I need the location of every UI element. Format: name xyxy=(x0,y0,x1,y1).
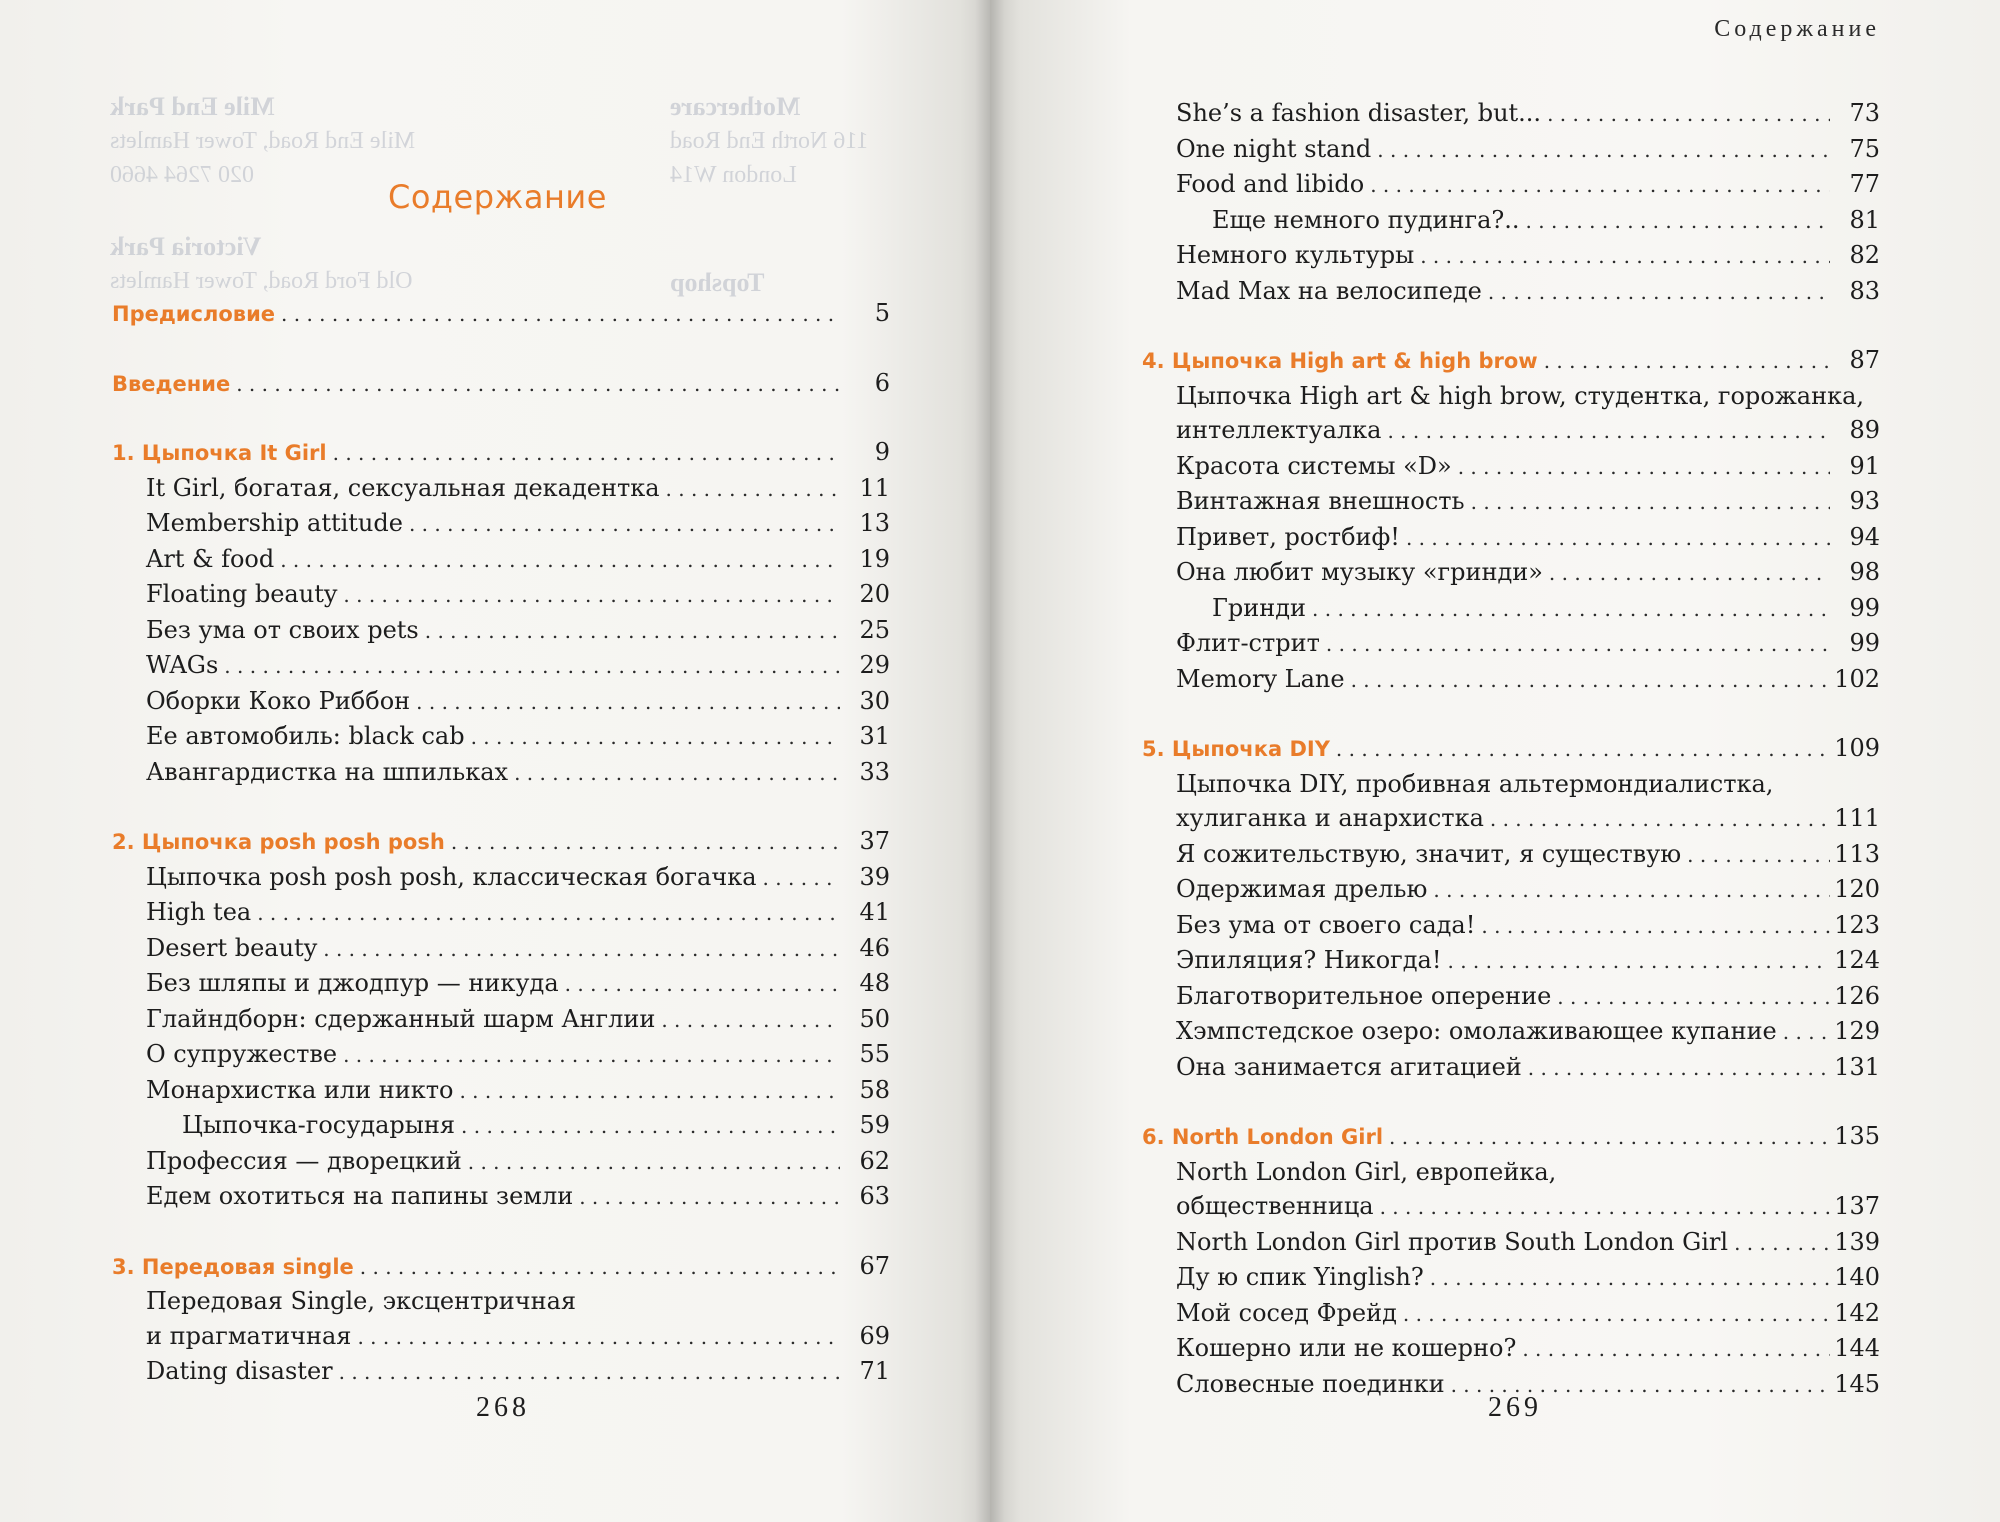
toc-entry-title: Membership attitude xyxy=(146,509,403,537)
toc-entry-page: 67 xyxy=(859,1251,890,1280)
toc-entry xyxy=(110,648,890,684)
toc-leader-dots xyxy=(281,297,840,332)
toc-entry xyxy=(110,1284,890,1319)
toc-leader-dots xyxy=(409,507,840,542)
toc-entry-page: 129 xyxy=(1834,1017,1880,1045)
toc-entry xyxy=(1140,413,1880,449)
toc-entry xyxy=(1140,203,1880,239)
toc-entry-page: 13 xyxy=(859,509,890,537)
ghost-text: Old Ford Road, Tower Hamlets xyxy=(110,268,413,294)
toc-gap xyxy=(1140,1085,1880,1119)
toc-entry-title: Едем охотиться на папины земли xyxy=(146,1182,574,1210)
toc-entry xyxy=(1140,1225,1880,1261)
toc-leader-dots xyxy=(1547,97,1830,132)
toc-leader-dots xyxy=(1326,627,1830,662)
toc-entry-page: 30 xyxy=(859,686,890,715)
toc-entry-title: Предисловие xyxy=(112,302,276,326)
toc-entry xyxy=(1140,626,1880,662)
toc-leader-dots xyxy=(666,472,840,507)
toc-entry-title: It Girl, богатая, сексуальная декадентка xyxy=(146,473,660,502)
toc-entry-title: 6. North London Girl xyxy=(1142,1125,1384,1149)
toc-leader-dots xyxy=(1430,1261,1830,1296)
toc-leader-dots xyxy=(425,614,840,649)
toc-chapter-entry xyxy=(1140,731,1880,767)
toc-entry-title: Без ума от своего сада! xyxy=(1176,910,1476,939)
toc-entry xyxy=(1140,555,1880,591)
toc-leader-dots xyxy=(1783,1015,1830,1050)
toc-entry xyxy=(1140,96,1880,132)
toc-entry-title: и прагматичная xyxy=(146,1321,352,1350)
toc-entry-title: Словесные поединки xyxy=(1176,1369,1445,1398)
toc-entry-title: Art & food xyxy=(146,544,275,573)
toc-entry xyxy=(1140,132,1880,168)
toc-entry-page: 144 xyxy=(1834,1334,1880,1362)
toc-entry-page: 98 xyxy=(1849,558,1880,586)
toc-entry xyxy=(110,613,890,649)
toc-entry-page: 91 xyxy=(1849,451,1880,480)
toc-entry xyxy=(110,1319,890,1355)
toc-entry xyxy=(1140,238,1880,274)
toc-leader-dots xyxy=(416,685,840,720)
toc-entry xyxy=(1140,837,1880,873)
toc-leader-dots xyxy=(579,1180,840,1215)
toc-entry-title: Авангардистка на шпильках xyxy=(146,757,509,786)
toc-leader-dots xyxy=(1687,838,1830,873)
toc-entry-page: 11 xyxy=(859,473,890,502)
toc-entry xyxy=(1140,872,1880,908)
ghost-text: Topshop xyxy=(670,268,765,297)
toc-entry-page: 99 xyxy=(1849,593,1880,622)
toc-entry-page: 75 xyxy=(1849,134,1880,163)
toc-entry-title: She’s a fashion disaster, but... xyxy=(1176,99,1542,127)
toc-entry-page: 87 xyxy=(1849,346,1880,374)
toc-entry xyxy=(110,1108,890,1144)
toc-leader-dots xyxy=(1734,1226,1830,1261)
toc-entry xyxy=(110,506,890,542)
toc-entry-title: интеллектуалка xyxy=(1176,416,1382,444)
toc-entry-page: 83 xyxy=(1849,276,1880,305)
toc-entry-page: 9 xyxy=(874,438,890,466)
toc-entry-title: Эпиляция? Никогда! xyxy=(1176,946,1442,974)
page-number-right: 269 xyxy=(1488,1392,1542,1423)
toc-entry-page: 71 xyxy=(859,1357,890,1385)
toc-entry-title: Цыпочка High art & high brow, студентка, горожанка, xyxy=(1176,381,1865,410)
page-number-left: 268 xyxy=(476,1392,530,1423)
toc-entry-page: 81 xyxy=(1849,205,1880,234)
toc-entry-page: 6 xyxy=(874,368,890,397)
toc-leader-dots xyxy=(1557,980,1830,1015)
toc-entry-page: 131 xyxy=(1834,1052,1880,1081)
toc-entry xyxy=(1140,1189,1880,1225)
toc-entry xyxy=(110,719,890,755)
toc-entry xyxy=(1140,1296,1880,1332)
toc-entry-page: 5 xyxy=(874,299,890,327)
toc-entry xyxy=(110,1354,890,1390)
toc-entry-page: 29 xyxy=(859,651,890,679)
toc-entry-page: 89 xyxy=(1849,416,1880,444)
toc-entry xyxy=(1140,1331,1880,1367)
toc-entry-title: Глайндборн: сдержанный шарм Англии xyxy=(146,1004,656,1033)
toc-entry-page: 31 xyxy=(859,722,890,750)
toc-chapter-entry xyxy=(110,366,890,402)
toc-entry-title: Ее автомобиль: black cab xyxy=(146,722,465,750)
toc-entry xyxy=(110,860,890,896)
toc-entry xyxy=(1140,1050,1880,1086)
toc-entry xyxy=(1140,943,1880,979)
toc-leader-dots xyxy=(1488,275,1830,310)
ghost-text: 116 North End Road xyxy=(670,128,869,154)
toc-entry-page: 62 xyxy=(859,1146,890,1175)
toc-entry xyxy=(110,471,890,507)
toc-leader-dots xyxy=(360,1250,840,1285)
toc-entry-title: Кошерно или не кошерно? xyxy=(1176,1334,1517,1362)
toc-entry xyxy=(110,755,890,791)
toc-chapter-entry xyxy=(110,296,890,332)
toc-entry-page: 99 xyxy=(1849,629,1880,657)
toc-entry-title: Без ума от своих pets xyxy=(146,615,419,644)
toc-entry-page: 63 xyxy=(859,1182,890,1210)
toc-entry-title: Desert beauty xyxy=(146,933,318,962)
toc-entry-title: North London Girl против South London Girl xyxy=(1176,1227,1729,1256)
toc-leader-dots xyxy=(514,756,840,791)
toc-gap xyxy=(110,1215,890,1249)
toc-entry-title: Цыпочка-государыня xyxy=(182,1111,456,1139)
toc-entry-page: 139 xyxy=(1834,1227,1880,1256)
toc-gap xyxy=(1140,309,1880,343)
ghost-text: 020 7264 4660 xyxy=(110,162,254,188)
toc-entry-title: Благотворительное оперение xyxy=(1176,981,1552,1010)
toc-leader-dots xyxy=(1380,1190,1830,1225)
toc-entry-title: Оборки Коко Риббон xyxy=(146,686,411,715)
toc-list-right xyxy=(1140,96,1880,1402)
toc-entry-page: 135 xyxy=(1834,1122,1880,1150)
toc-entry-page: 82 xyxy=(1849,241,1880,269)
toc-gap xyxy=(110,790,890,824)
ghost-text: Mothercare xyxy=(670,92,801,121)
toc-entry-page: 59 xyxy=(859,1111,890,1139)
toc-entry-page: 55 xyxy=(859,1040,890,1068)
toc-entry-title: 1. Цыпочка It Girl xyxy=(112,441,327,465)
toc-entry-title: Без шляпы и джодпур — никуда xyxy=(146,969,559,997)
toc-entry-title: One night stand xyxy=(1176,134,1372,163)
toc-chapter-entry xyxy=(110,435,890,471)
toc-leader-dots xyxy=(1458,450,1830,485)
running-head: Содержание xyxy=(1714,16,1880,42)
toc-gap xyxy=(110,332,890,366)
toc-entry xyxy=(110,1144,890,1180)
toc-entry-title: Флит-стрит xyxy=(1176,629,1320,657)
toc-entry-title: 4. Цыпочка High art & high brow xyxy=(1142,349,1538,373)
toc-entry-title: Она занимается агитацией xyxy=(1176,1052,1522,1081)
toc-entry-title: Цыпочка DIY, пробивная альтермондиалистка, xyxy=(1176,769,1774,798)
toc-leader-dots xyxy=(1420,239,1830,274)
ghost-text: Mile End Park xyxy=(110,92,275,121)
toc-entry-page: 120 xyxy=(1834,875,1880,903)
toc-entry xyxy=(110,684,890,720)
toc-entry-title: Мой сосед Фрейд xyxy=(1176,1298,1397,1327)
toc-entry-title: WAGs xyxy=(146,651,219,679)
toc-entry-title: Food and libido xyxy=(1176,170,1365,198)
toc-entry-page: 142 xyxy=(1834,1298,1880,1327)
toc-entry xyxy=(110,1073,890,1109)
toc-entry xyxy=(110,966,890,1002)
toc-entry-page: 73 xyxy=(1849,99,1880,127)
toc-leader-dots xyxy=(339,1355,840,1390)
toc-leader-dots xyxy=(451,825,840,860)
toc-gap xyxy=(110,401,890,435)
toc-chapter-entry xyxy=(110,1249,890,1285)
toc-leader-dots xyxy=(1528,1051,1830,1086)
toc-entry xyxy=(110,577,890,613)
toc-entry xyxy=(1140,591,1880,627)
toc-entry-title: Передовая Single, эксцентричная xyxy=(146,1287,577,1315)
toc-entry xyxy=(1140,167,1880,203)
toc-entry xyxy=(110,1002,890,1038)
toc-entry xyxy=(110,931,890,967)
toc-leader-dots xyxy=(1370,168,1830,203)
toc-chapter-entry xyxy=(110,824,890,860)
toc-entry xyxy=(110,1037,890,1073)
toc-leader-dots xyxy=(1403,1297,1830,1332)
toc-entry-page: 69 xyxy=(859,1321,890,1350)
toc-entry-title: High tea xyxy=(146,898,252,926)
toc-entry-page: 126 xyxy=(1834,981,1880,1010)
toc-leader-dots xyxy=(280,543,840,578)
toc-leader-dots xyxy=(224,649,840,684)
toc-chapter-entry xyxy=(1140,343,1880,379)
toc-entry xyxy=(110,1179,890,1215)
toc-gap xyxy=(1140,697,1880,731)
toc-entry-page: 33 xyxy=(859,757,890,786)
toc-entry-page: 77 xyxy=(1849,170,1880,198)
toc-leader-dots xyxy=(1549,556,1830,591)
toc-entry xyxy=(1140,767,1880,802)
toc-leader-dots xyxy=(333,436,840,471)
toc-leader-dots xyxy=(1490,802,1830,837)
toc-leader-dots xyxy=(257,896,840,931)
toc-leader-dots xyxy=(236,367,840,402)
toc-entry-page: 93 xyxy=(1849,487,1880,515)
toc-leader-dots xyxy=(1312,592,1830,627)
toc-entry xyxy=(1140,908,1880,944)
toc-entry-title: Введение xyxy=(112,371,231,396)
toc-entry-title: общественница xyxy=(1176,1192,1374,1220)
toc-leader-dots xyxy=(1544,344,1830,379)
toc-leader-dots xyxy=(565,967,840,1002)
toc-title: Содержание xyxy=(388,178,607,216)
toc-entry-page: 39 xyxy=(859,862,890,891)
toc-entry-page: 124 xyxy=(1834,946,1880,974)
toc-entry-page: 137 xyxy=(1834,1192,1880,1220)
toc-entry-title: Mad Max на велосипеде xyxy=(1176,276,1482,305)
toc-entry xyxy=(110,895,890,931)
toc-leader-dots xyxy=(661,1003,840,1038)
toc-list-left xyxy=(110,296,890,1390)
toc-entry-page: 19 xyxy=(859,544,890,573)
ghost-text: Victoria Park xyxy=(110,232,262,261)
toc-entry xyxy=(1140,449,1880,485)
toc-entry-title: Memory Lane xyxy=(1176,664,1345,693)
toc-entry-title: Красота системы «D» xyxy=(1176,451,1452,480)
toc-entry-title: О супружестве xyxy=(146,1040,338,1068)
toc-entry-title: хулиганка и анархистка xyxy=(1176,804,1484,832)
toc-entry-title: Хэмпстедское озеро: омолаживающее купание xyxy=(1176,1017,1777,1045)
toc-entry-page: 46 xyxy=(859,933,890,962)
toc-entry-page: 109 xyxy=(1834,734,1880,762)
toc-leader-dots xyxy=(343,578,840,613)
toc-entry-page: 102 xyxy=(1834,664,1880,693)
toc-entry-title: Dating disaster xyxy=(146,1357,333,1385)
toc-entry-page: 20 xyxy=(859,580,890,608)
toc-entry xyxy=(1140,1014,1880,1050)
toc-entry-title: Цыпочка posh posh posh, классическая богачка xyxy=(146,862,757,891)
toc-leader-dots xyxy=(323,932,840,967)
toc-entry xyxy=(1140,1155,1880,1190)
toc-chapter-entry xyxy=(1140,1119,1880,1155)
toc-leader-dots xyxy=(468,1145,840,1180)
toc-entry-title: Одержимая дрелью xyxy=(1176,875,1428,903)
toc-leader-dots xyxy=(459,1074,840,1109)
right-page xyxy=(990,0,2000,1522)
toc-leader-dots xyxy=(1526,204,1830,239)
toc-entry-page: 58 xyxy=(859,1075,890,1104)
toc-entry-page: 37 xyxy=(859,827,890,855)
toc-leader-dots xyxy=(471,720,840,755)
ghost-text: Mile End Road, Tower Hamlets xyxy=(110,128,416,154)
toc-entry xyxy=(1140,520,1880,556)
toc-entry-title: 2. Цыпочка posh posh posh xyxy=(112,830,445,854)
ghost-text: London W14 xyxy=(670,162,797,188)
toc-leader-dots xyxy=(1351,663,1830,698)
toc-entry xyxy=(1140,1260,1880,1296)
toc-entry-page: 25 xyxy=(859,615,890,644)
toc-entry-title: Я сожительствую, значит, я существую xyxy=(1176,839,1682,868)
toc-entry-title: 3. Передовая single xyxy=(112,1254,354,1279)
toc-entry-title: Она любит музыку «гринди» xyxy=(1176,558,1543,586)
toc-entry-title: Профессия — дворецкий xyxy=(146,1146,462,1175)
toc-entry-title: 5. Цыпочка DIY xyxy=(1142,737,1330,761)
toc-leader-dots xyxy=(343,1038,840,1073)
toc-entry-title: Floating beauty xyxy=(146,580,338,608)
toc-leader-dots xyxy=(1522,1332,1830,1367)
toc-leader-dots xyxy=(1406,521,1830,556)
toc-entry-title: Гринди xyxy=(1212,593,1307,622)
left-page xyxy=(0,0,990,1522)
toc-entry-title: Винтажная внешность xyxy=(1176,487,1465,515)
toc-entry-page: 113 xyxy=(1834,839,1880,868)
toc-entry xyxy=(1140,979,1880,1015)
toc-entry xyxy=(1140,662,1880,698)
toc-entry-title: Еще немного пудинга?.. xyxy=(1212,205,1520,234)
toc-leader-dots xyxy=(1377,133,1830,168)
toc-entry-page: 48 xyxy=(859,969,890,997)
toc-leader-dots xyxy=(461,1109,840,1144)
toc-entry xyxy=(1140,379,1880,414)
toc-leader-dots xyxy=(1433,873,1830,908)
book-gutter xyxy=(975,0,1005,1522)
toc-entry-page: 140 xyxy=(1834,1263,1880,1291)
toc-entry-page: 123 xyxy=(1834,910,1880,939)
toc-entry-title: Монархистка или никто xyxy=(146,1075,454,1104)
toc-leader-dots xyxy=(1336,732,1830,767)
toc-entry-title: North London Girl, европейка, xyxy=(1176,1157,1557,1186)
toc-entry-page: 111 xyxy=(1834,804,1880,832)
toc-entry xyxy=(1140,801,1880,837)
toc-entry-page: 94 xyxy=(1849,522,1880,551)
toc-entry xyxy=(110,542,890,578)
toc-leader-dots xyxy=(1471,485,1830,520)
toc-entry xyxy=(1140,274,1880,310)
toc-leader-dots xyxy=(763,861,840,896)
toc-leader-dots xyxy=(1389,1120,1830,1155)
toc-entry-title: Немного культуры xyxy=(1176,241,1415,269)
toc-leader-dots xyxy=(357,1320,840,1355)
toc-entry-title: Ду ю спик Yinglish? xyxy=(1176,1263,1424,1291)
toc-leader-dots xyxy=(1481,909,1830,944)
toc-entry-page: 145 xyxy=(1834,1369,1880,1398)
toc-entry-page: 41 xyxy=(859,898,890,926)
toc-entry-title: Привет, ростбиф! xyxy=(1176,522,1400,551)
toc-leader-dots xyxy=(1387,414,1830,449)
toc-entry xyxy=(1140,484,1880,520)
toc-entry-page: 50 xyxy=(859,1004,890,1033)
toc-leader-dots xyxy=(1448,944,1831,979)
